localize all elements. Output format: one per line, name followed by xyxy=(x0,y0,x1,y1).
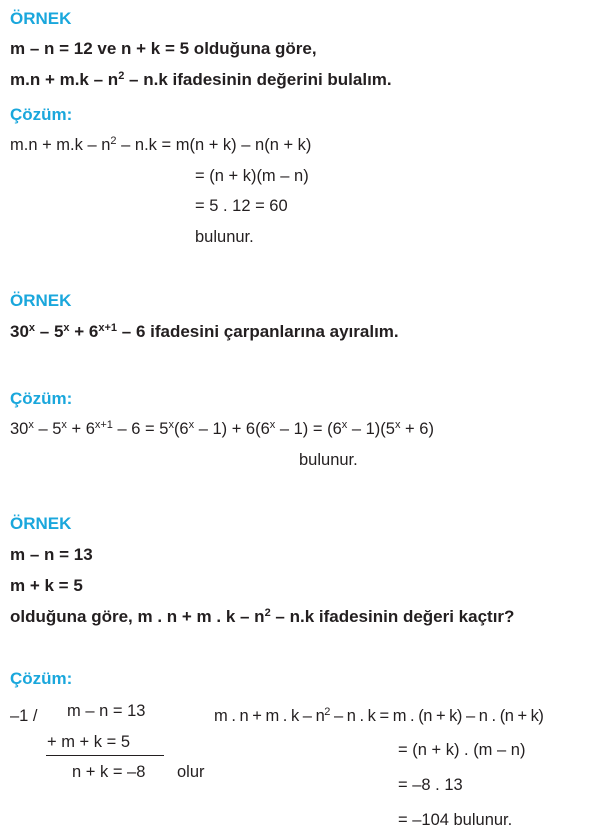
example-2-question: $30^x - 5^x + 6^{x+1} - 6$ ifadesini çarpanlarına ayıralım. xyxy=(10,322,399,341)
expression-step-2: = (n + k) . (m – n) xyxy=(398,741,526,759)
example-2-conclusion: bulunur. xyxy=(299,451,358,469)
multiplier-label: –1 / xyxy=(10,707,38,725)
expression-step-1: m . n + m . k – $n^2$ – n . k = m . (n + k) – n . (n + k) xyxy=(214,706,544,725)
example-1-step-2: = (n + k)(m – n) xyxy=(195,167,309,185)
example-3-heading: ÖRNEK xyxy=(10,514,72,533)
equation-1: m – n = 13 xyxy=(67,702,146,720)
example-1-step-3: = 5 . 12 = 60 xyxy=(195,197,288,215)
example-1-solution-label: Çözüm: xyxy=(10,105,73,124)
example-2-solution-label: Çözüm: xyxy=(10,389,73,408)
example-2-answer: $30^x - 5^x + 6^{x+1} - 6 = 5^x(6^x - 1) + 6(6^x - 1) = (6^x - 1)(5^x + 6)$ xyxy=(10,419,434,438)
expression-result: = –104 bulunur. xyxy=(398,811,513,829)
example-2-heading: ÖRNEK xyxy=(10,291,72,310)
example-3-solution-label: Çözüm: xyxy=(10,669,73,688)
expression-step-3: = –8 . 13 xyxy=(398,776,463,794)
example-1-given: m – n = 12 ve n + k = 5 olduğuna göre, xyxy=(10,39,317,58)
example-1-heading: ÖRNEK xyxy=(10,9,72,28)
example-1-conclusion: bulunur. xyxy=(195,228,254,246)
example-1-step-1: $m.n + m.k - n^2 - n.k = m(n + k) - n(n + k)$ xyxy=(10,135,312,154)
olur-label: olur xyxy=(177,763,205,781)
equation-2: + m + k = 5 xyxy=(47,733,130,751)
example-3-question: olduğuna göre, m . n + m . k – $n^2 - n.k$ ifadesinin değeri kaçtır? xyxy=(10,607,515,626)
example-3-given-2: m + k = 5 xyxy=(10,576,83,595)
equation-sum: n + k = –8 xyxy=(72,763,146,781)
example-1-question: $m.n + m.k - n^2 - n.k$ ifadesinin değerini bulalım. xyxy=(10,70,392,89)
sum-line xyxy=(46,755,164,756)
example-3-given-1: m – n = 13 xyxy=(10,545,93,564)
